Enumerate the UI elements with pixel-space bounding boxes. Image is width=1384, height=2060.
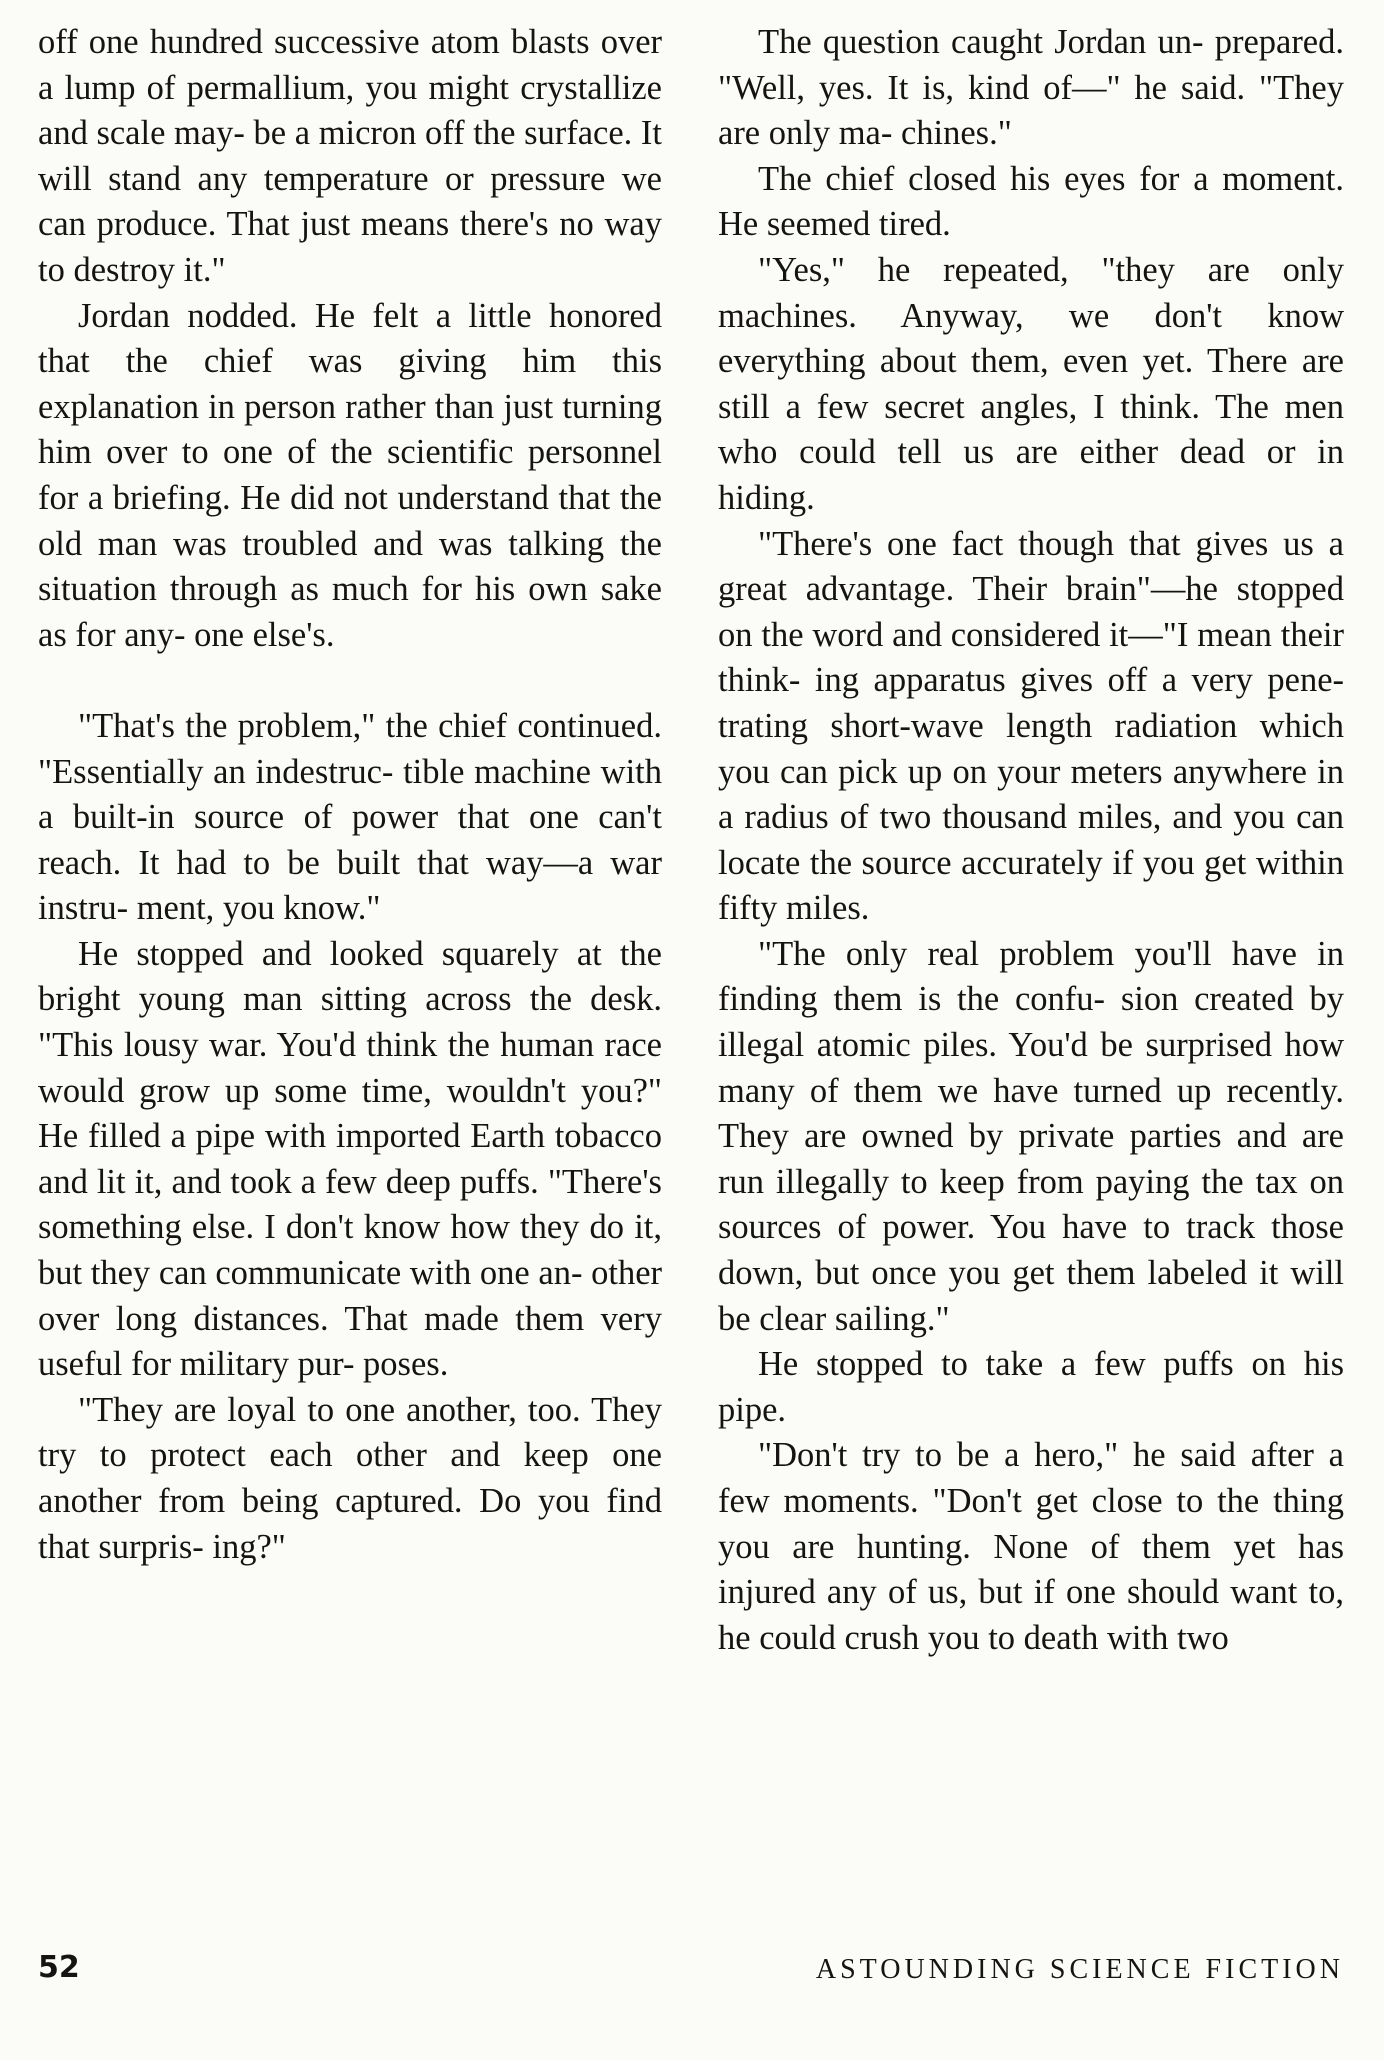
paragraph: "Yes," he repeated, "they are only machines. Anyway, we don't know everything about them, even yet. There are still a few secret angles, I think. The men who could tell us are either dead or in hiding. [718, 250, 1344, 517]
page-footer [38, 1950, 1344, 2000]
paragraph: off one hundred successive atom blasts over a lump of permallium, you might crystallize and scale may- be a micron off the surface. It will stand any temperature or pressure we can produce. That just means there's no way to destroy it." [38, 23, 662, 289]
paragraph: Jordan nodded. He felt a little honored that the chief was giving him this explanation in person rather than just turning him over to one of the scientific personnel for a briefing. He did not understand that the old man was troubled and was talking the situation through as much for his own sake as for any- one else's. [38, 296, 662, 654]
paragraph: "There's one fact though that gives us a great advantage. Their brain"—he stopped on the word and considered it—"I mean their think- ing apparatus gives off a very pene- trating short-wave length radiation which you can pick up on your meters anywhere in a radius of two thousand miles, and you can locate the source accurately if you get within fifty miles. [718, 524, 1344, 928]
running-title: ASTOUNDING SCIENCE FICTION [815, 1954, 1344, 1985]
paragraph: "Don't try to be a hero," he said after a few moments. "Don't get close to the thing you are hunting. None of them yet has injured any of us, but if one should want to, he could crush you to death with two [718, 1436, 1344, 1657]
paragraph: The chief closed his eyes for a moment. He seemed tired. [718, 159, 1344, 244]
right-column [718, 20, 1344, 1661]
paragraph: "They are loyal to one another, too. They try to protect each other and keep one another from being captured. Do you find that surpris- ing?" [38, 1390, 662, 1566]
left-column [38, 20, 662, 1570]
paragraph: "That's the problem," the chief continued. "Essentially an indestruc- tible machine with a built-in source of power that one can't reach. It had to be built that way—a war instru- ment, you know." [38, 706, 662, 928]
paragraph: He stopped to take a few puffs on his pipe. [718, 1345, 1344, 1429]
paragraph: He stopped and looked squarely at the bright young man sitting across the desk. "This lousy war. You'd think the human race would grow up some time, wouldn't you?" He filled a pipe with imported Earth tobacco and lit it, and took a few deep puffs. "There's something else. I don't know how they do it, but they can communicate with one an- other over long distances. That made them very useful for military pur- poses. [38, 934, 662, 1384]
paragraph: "The only real problem you'll have in finding them is the confu- sion created by illegal atomic piles. You'd be surprised how many of them we have turned up recently. They are owned by private parties and are run illegally to keep from paying the tax on sources of power. You have to track those down, but once you get them labeled it will be clear sailing." [718, 934, 1344, 1338]
paragraph: The question caught Jordan un- prepared. "Well, yes. It is, kind of—" he said. "They are only ma- chines." [718, 23, 1344, 153]
page-number: 52 [38, 1950, 80, 1985]
